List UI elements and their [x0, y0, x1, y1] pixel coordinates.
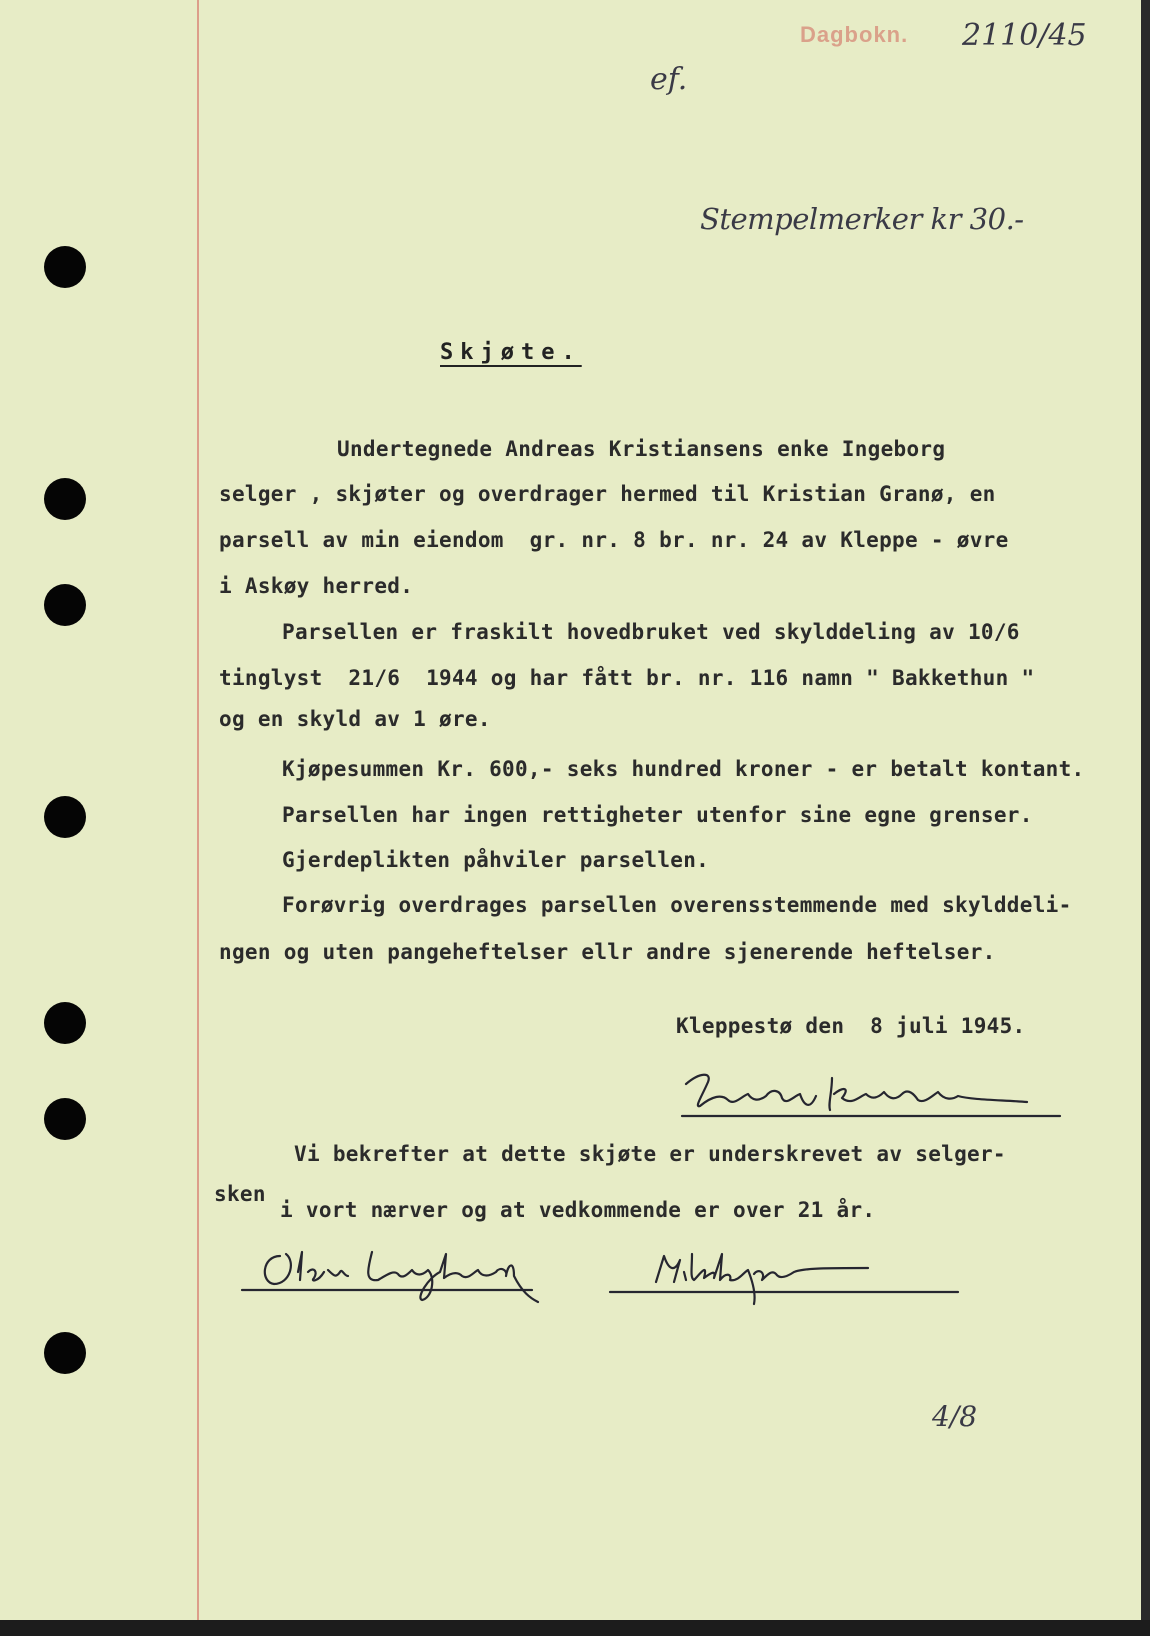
initials: ef. [650, 62, 688, 97]
punch-hole [44, 246, 86, 288]
place-date: Kleppestø den 8 juli 1945. [676, 1014, 1026, 1038]
body-line: Forøvrig overdrages parsellen overensstemmende med skylddeli- [282, 893, 1072, 917]
body-line: parsell av min eiendom gr. nr. 8 br. nr. 24 av Kleppe - øvre [219, 528, 1009, 552]
registry-stamp: Dagbokn. [800, 22, 909, 47]
body-line: ngen og uten pangeheftelser ellr andre sjenerende heftelser. [219, 940, 996, 964]
punch-hole [44, 1332, 86, 1374]
witness-signature-1 [252, 1242, 582, 1312]
page-edge [0, 1620, 1150, 1636]
document-title: Skjøte. [440, 340, 582, 365]
body-line: Parsellen er fraskilt hovedbruket ved skylddeling av 10/6 [282, 620, 1020, 644]
margin-line [197, 0, 199, 1620]
punch-hole [44, 1002, 86, 1044]
punch-hole [44, 796, 86, 838]
body-line: Gjerdeplikten påhviler parsellen. [282, 848, 710, 872]
body-line: i Askøy herred. [219, 574, 414, 598]
punch-hole [44, 1098, 86, 1140]
body-line: Kjøpesummen Kr. 600,- seks hundred kroner - er betalt kontant. [282, 757, 1085, 781]
page-edge [1141, 0, 1150, 1636]
body-line: og en skyld av 1 øre. [219, 707, 491, 731]
body-line: Undertegnede Andreas Kristiansens enke Ingeborg [337, 437, 946, 461]
punch-hole [44, 584, 86, 626]
footer-mark: 4/8 [932, 1400, 978, 1433]
witness-line: i vort nærver og at vedkommende er over 21 år. [280, 1198, 876, 1222]
body-line: tinglyst 21/6 1944 og har fått br. nr. 116 namn " Bakkethun " [219, 666, 1035, 690]
witness-line: sken [214, 1182, 266, 1206]
witness-line: Vi bekrefter at dette skjøte er underskrevet av selger- [294, 1142, 1006, 1166]
witness-signature-2 [608, 1244, 968, 1308]
seller-signature [682, 1066, 1062, 1122]
punch-hole [44, 478, 86, 520]
body-line: Parsellen har ingen rettigheter utenfor sine egne grenser. [282, 803, 1033, 827]
stamp-duty-note: Stempelmerker kr 30.- [700, 202, 1024, 236]
journal-number: 2110/45 [962, 18, 1087, 53]
body-line: selger , skjøter og overdrager hermed til Kristian Granø, en [219, 482, 996, 506]
